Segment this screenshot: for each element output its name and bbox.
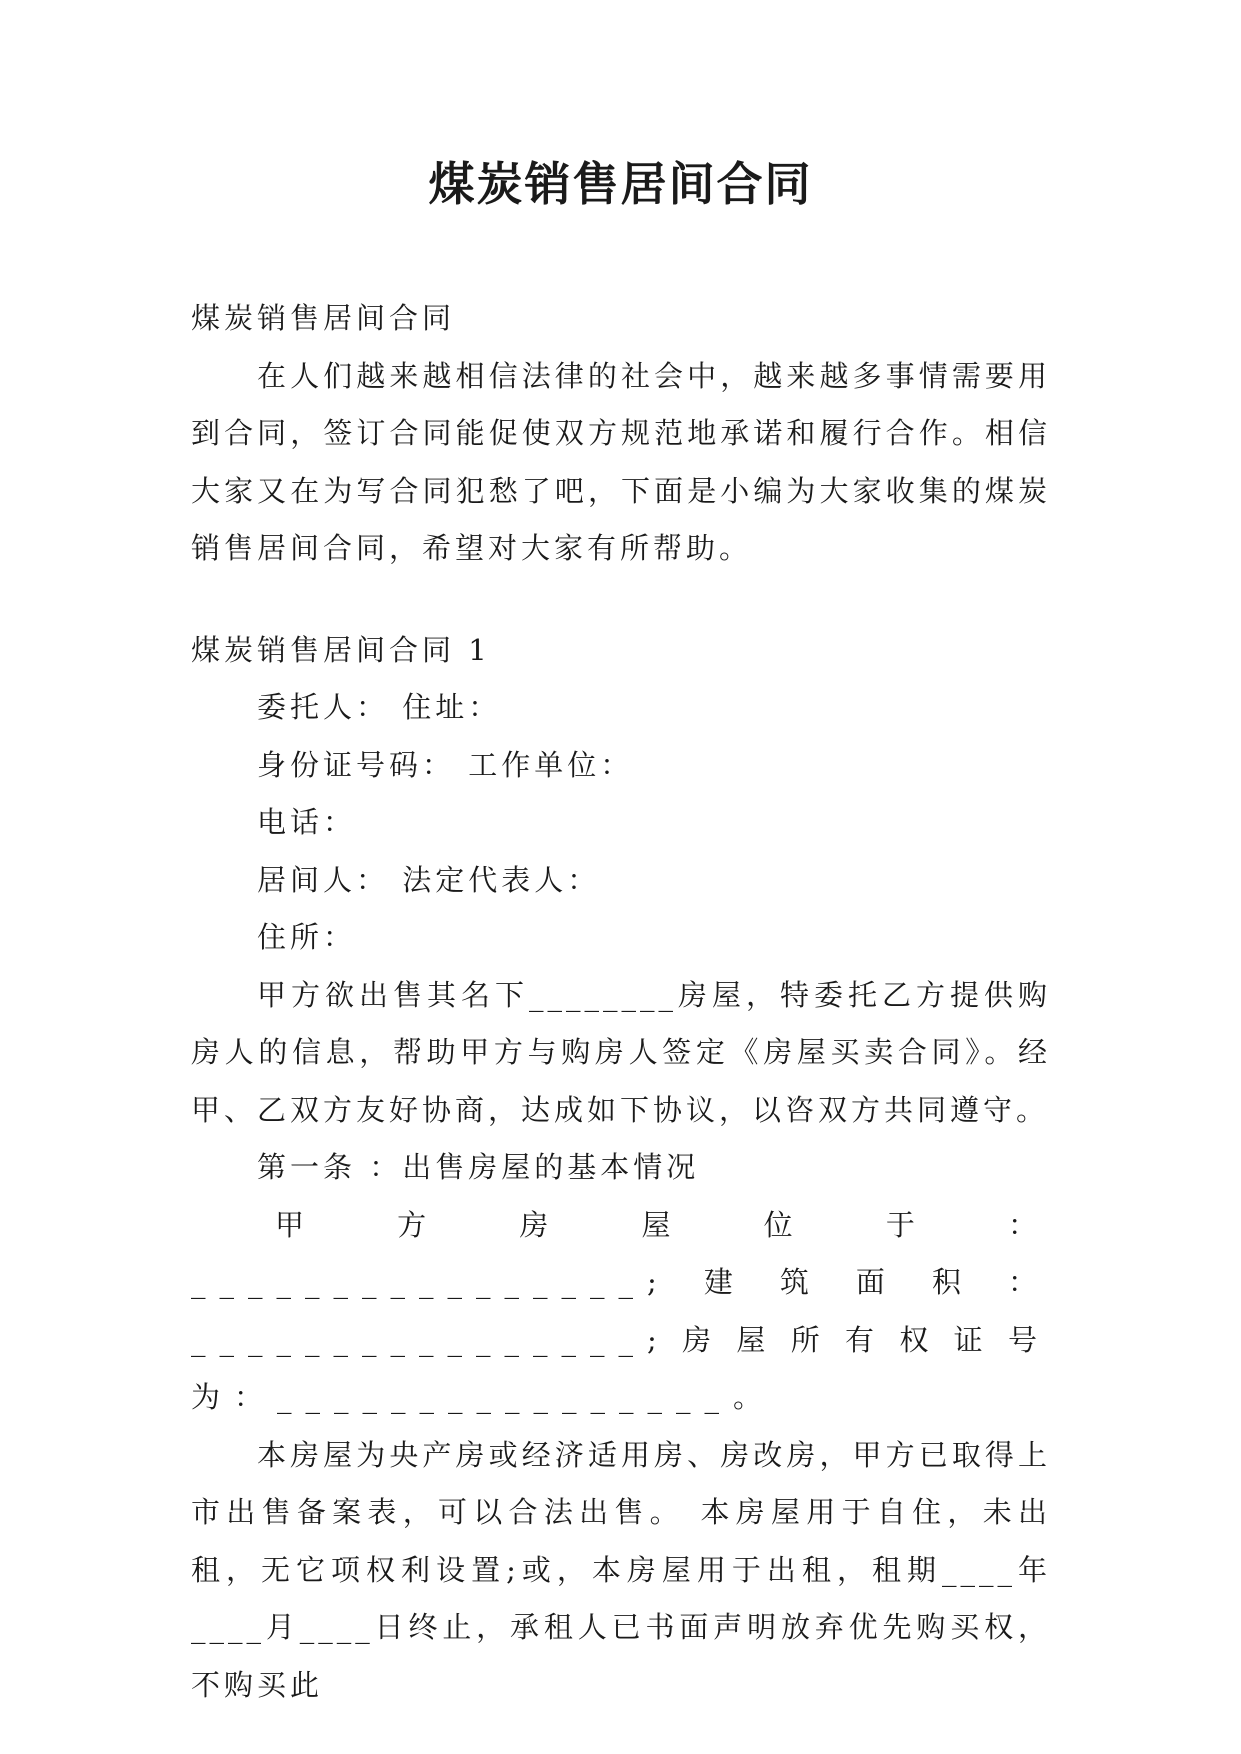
document-title: 煤炭销售居间合同 (428, 157, 813, 211)
paragraph-gap (191, 578, 1051, 622)
contract-heading: 煤炭销售居间合同 1 (191, 632, 491, 667)
intro-paragraph: 在人们越来越相信法律的社会中，越来越多事情需要用到合同，签订合同能促使双方规范地承诺和履行合作。相信大家又在为写合同犯愁了吧，下面是小编为大家收集的煤炭销售居间合同，希望对大家有所帮助。 (191, 358, 1051, 565)
section-heading: 煤炭销售居间合同 (191, 301, 456, 335)
field-phone: 电话： (257, 805, 357, 839)
field-residence: 住所： (257, 920, 357, 954)
clause-paragraph: 甲方欲出售其名下________房屋，特委托乙方提供购房人的信息，帮助甲方与购房人签定《房屋买卖合同》。经甲、乙双方友好协商，达成如下协议，以咨双方共同遵守。 (191, 977, 1051, 1127)
field-id-employer: 身份证号码： 工作单位： (257, 747, 634, 782)
field-broker-representative: 居间人： 法定代表人： (257, 862, 601, 897)
field-client-address: 委托人： 住址： (257, 690, 502, 724)
property-details: 甲方房屋位于：________________;建筑面积：________________;房屋所有权证号为：________________。 (191, 1207, 1051, 1414)
property-status-paragraph: 本房屋为央产房或经济适用房、房改房，甲方已取得上市出售备案表，可以合法出售。 本房屋用于自住，未出租，无它项权利设置;或，本房屋用于出租，租期____年____月____日终止，承租人已书面声明放弃优先购买权，不购买此 (191, 1437, 1051, 1702)
article-heading: 第一条 ：出售房屋的基本情况 (257, 1150, 700, 1184)
document-body (191, 290, 1051, 1714)
